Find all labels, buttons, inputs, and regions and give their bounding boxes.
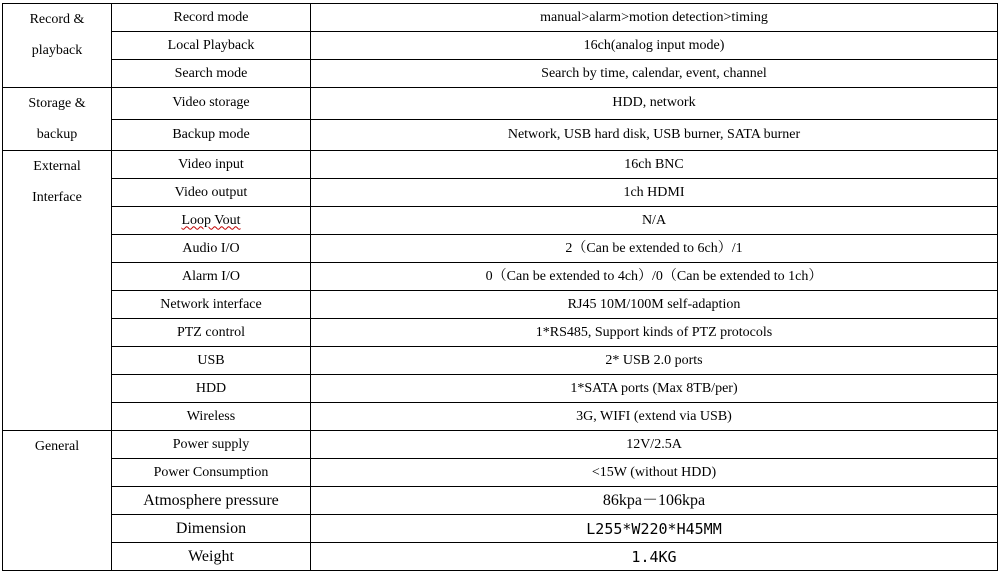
feature-cell: Atmosphere pressure — [112, 487, 311, 515]
feature-cell: Record mode — [112, 4, 311, 32]
value-cell: 16ch(analog input mode) — [311, 32, 998, 60]
value-cell: 2（Can be extended to 6ch）/1 — [311, 235, 998, 263]
category-label: Record & — [29, 12, 85, 27]
value-cell: 1.4KG — [311, 543, 998, 571]
category-cell — [3, 88, 112, 151]
table-row — [3, 375, 998, 403]
feature-label: Loop Vout — [181, 212, 241, 228]
table-row — [3, 235, 998, 263]
table-row — [3, 403, 998, 431]
value-cell: N/A — [311, 207, 998, 235]
feature-cell: Backup mode — [112, 119, 311, 151]
table-row — [3, 60, 998, 88]
category-label: External — [33, 159, 81, 174]
feature-cell: Power supply — [112, 431, 311, 459]
table-row — [3, 151, 998, 179]
value-cell: <15W (without HDD) — [311, 459, 998, 487]
table-row — [3, 347, 998, 375]
feature-cell — [112, 207, 311, 235]
feature-cell: USB — [112, 347, 311, 375]
spec-table — [2, 3, 998, 571]
value-cell: HDD, network — [311, 88, 998, 120]
table-row — [3, 4, 998, 32]
feature-cell: Wireless — [112, 403, 311, 431]
category-label: General — [34, 439, 80, 454]
table-row — [3, 88, 998, 120]
feature-cell: Audio I/O — [112, 235, 311, 263]
value-cell: 0（Can be extended to 4ch）/0（Can be extended to 1ch） — [311, 263, 998, 291]
table-row — [3, 119, 998, 151]
table-row — [3, 319, 998, 347]
category-label: playback — [31, 43, 83, 58]
category-cell — [3, 431, 112, 571]
feature-cell: Dimension — [112, 515, 311, 543]
value-cell: 1*RS485, Support kinds of PTZ protocols — [311, 319, 998, 347]
value-cell: Network, USB hard disk, USB burner, SATA burner — [311, 119, 998, 151]
value-cell: Search by time, calendar, event, channel — [311, 60, 998, 88]
table-row — [3, 515, 998, 543]
table-row — [3, 32, 998, 60]
table-row — [3, 207, 998, 235]
feature-cell: Video storage — [112, 88, 311, 120]
category-label: backup — [36, 127, 78, 142]
table-row — [3, 179, 998, 207]
category-cell — [3, 4, 112, 88]
table-row — [3, 543, 998, 571]
category-cell — [3, 151, 112, 431]
value-cell: 1ch HDMI — [311, 179, 998, 207]
feature-cell: Video output — [112, 179, 311, 207]
category-label: Storage & — [28, 96, 86, 111]
feature-cell: Alarm I/O — [112, 263, 311, 291]
feature-cell: Weight — [112, 543, 311, 571]
feature-cell: PTZ control — [112, 319, 311, 347]
table-row — [3, 459, 998, 487]
value-cell: 3G, WIFI (extend via USB) — [311, 403, 998, 431]
value-cell: manual>alarm>motion detection>timing — [311, 4, 998, 32]
table-row — [3, 263, 998, 291]
table-row — [3, 487, 998, 515]
table-row — [3, 431, 998, 459]
feature-cell: Network interface — [112, 291, 311, 319]
feature-cell: Video input — [112, 151, 311, 179]
feature-cell: Search mode — [112, 60, 311, 88]
value-cell: 16ch BNC — [311, 151, 998, 179]
value-cell: 1*SATA ports (Max 8TB/per) — [311, 375, 998, 403]
value-cell: 86kpa－106kpa — [311, 487, 998, 515]
feature-cell: Local Playback — [112, 32, 311, 60]
value-cell: 2* USB 2.0 ports — [311, 347, 998, 375]
feature-cell: Power Consumption — [112, 459, 311, 487]
feature-cell: HDD — [112, 375, 311, 403]
value-cell: RJ45 10M/100M self-adaption — [311, 291, 998, 319]
value-cell: 12V/2.5A — [311, 431, 998, 459]
table-row — [3, 291, 998, 319]
value-cell: L255*W220*H45MM — [311, 515, 998, 543]
category-label: Interface — [32, 190, 82, 205]
